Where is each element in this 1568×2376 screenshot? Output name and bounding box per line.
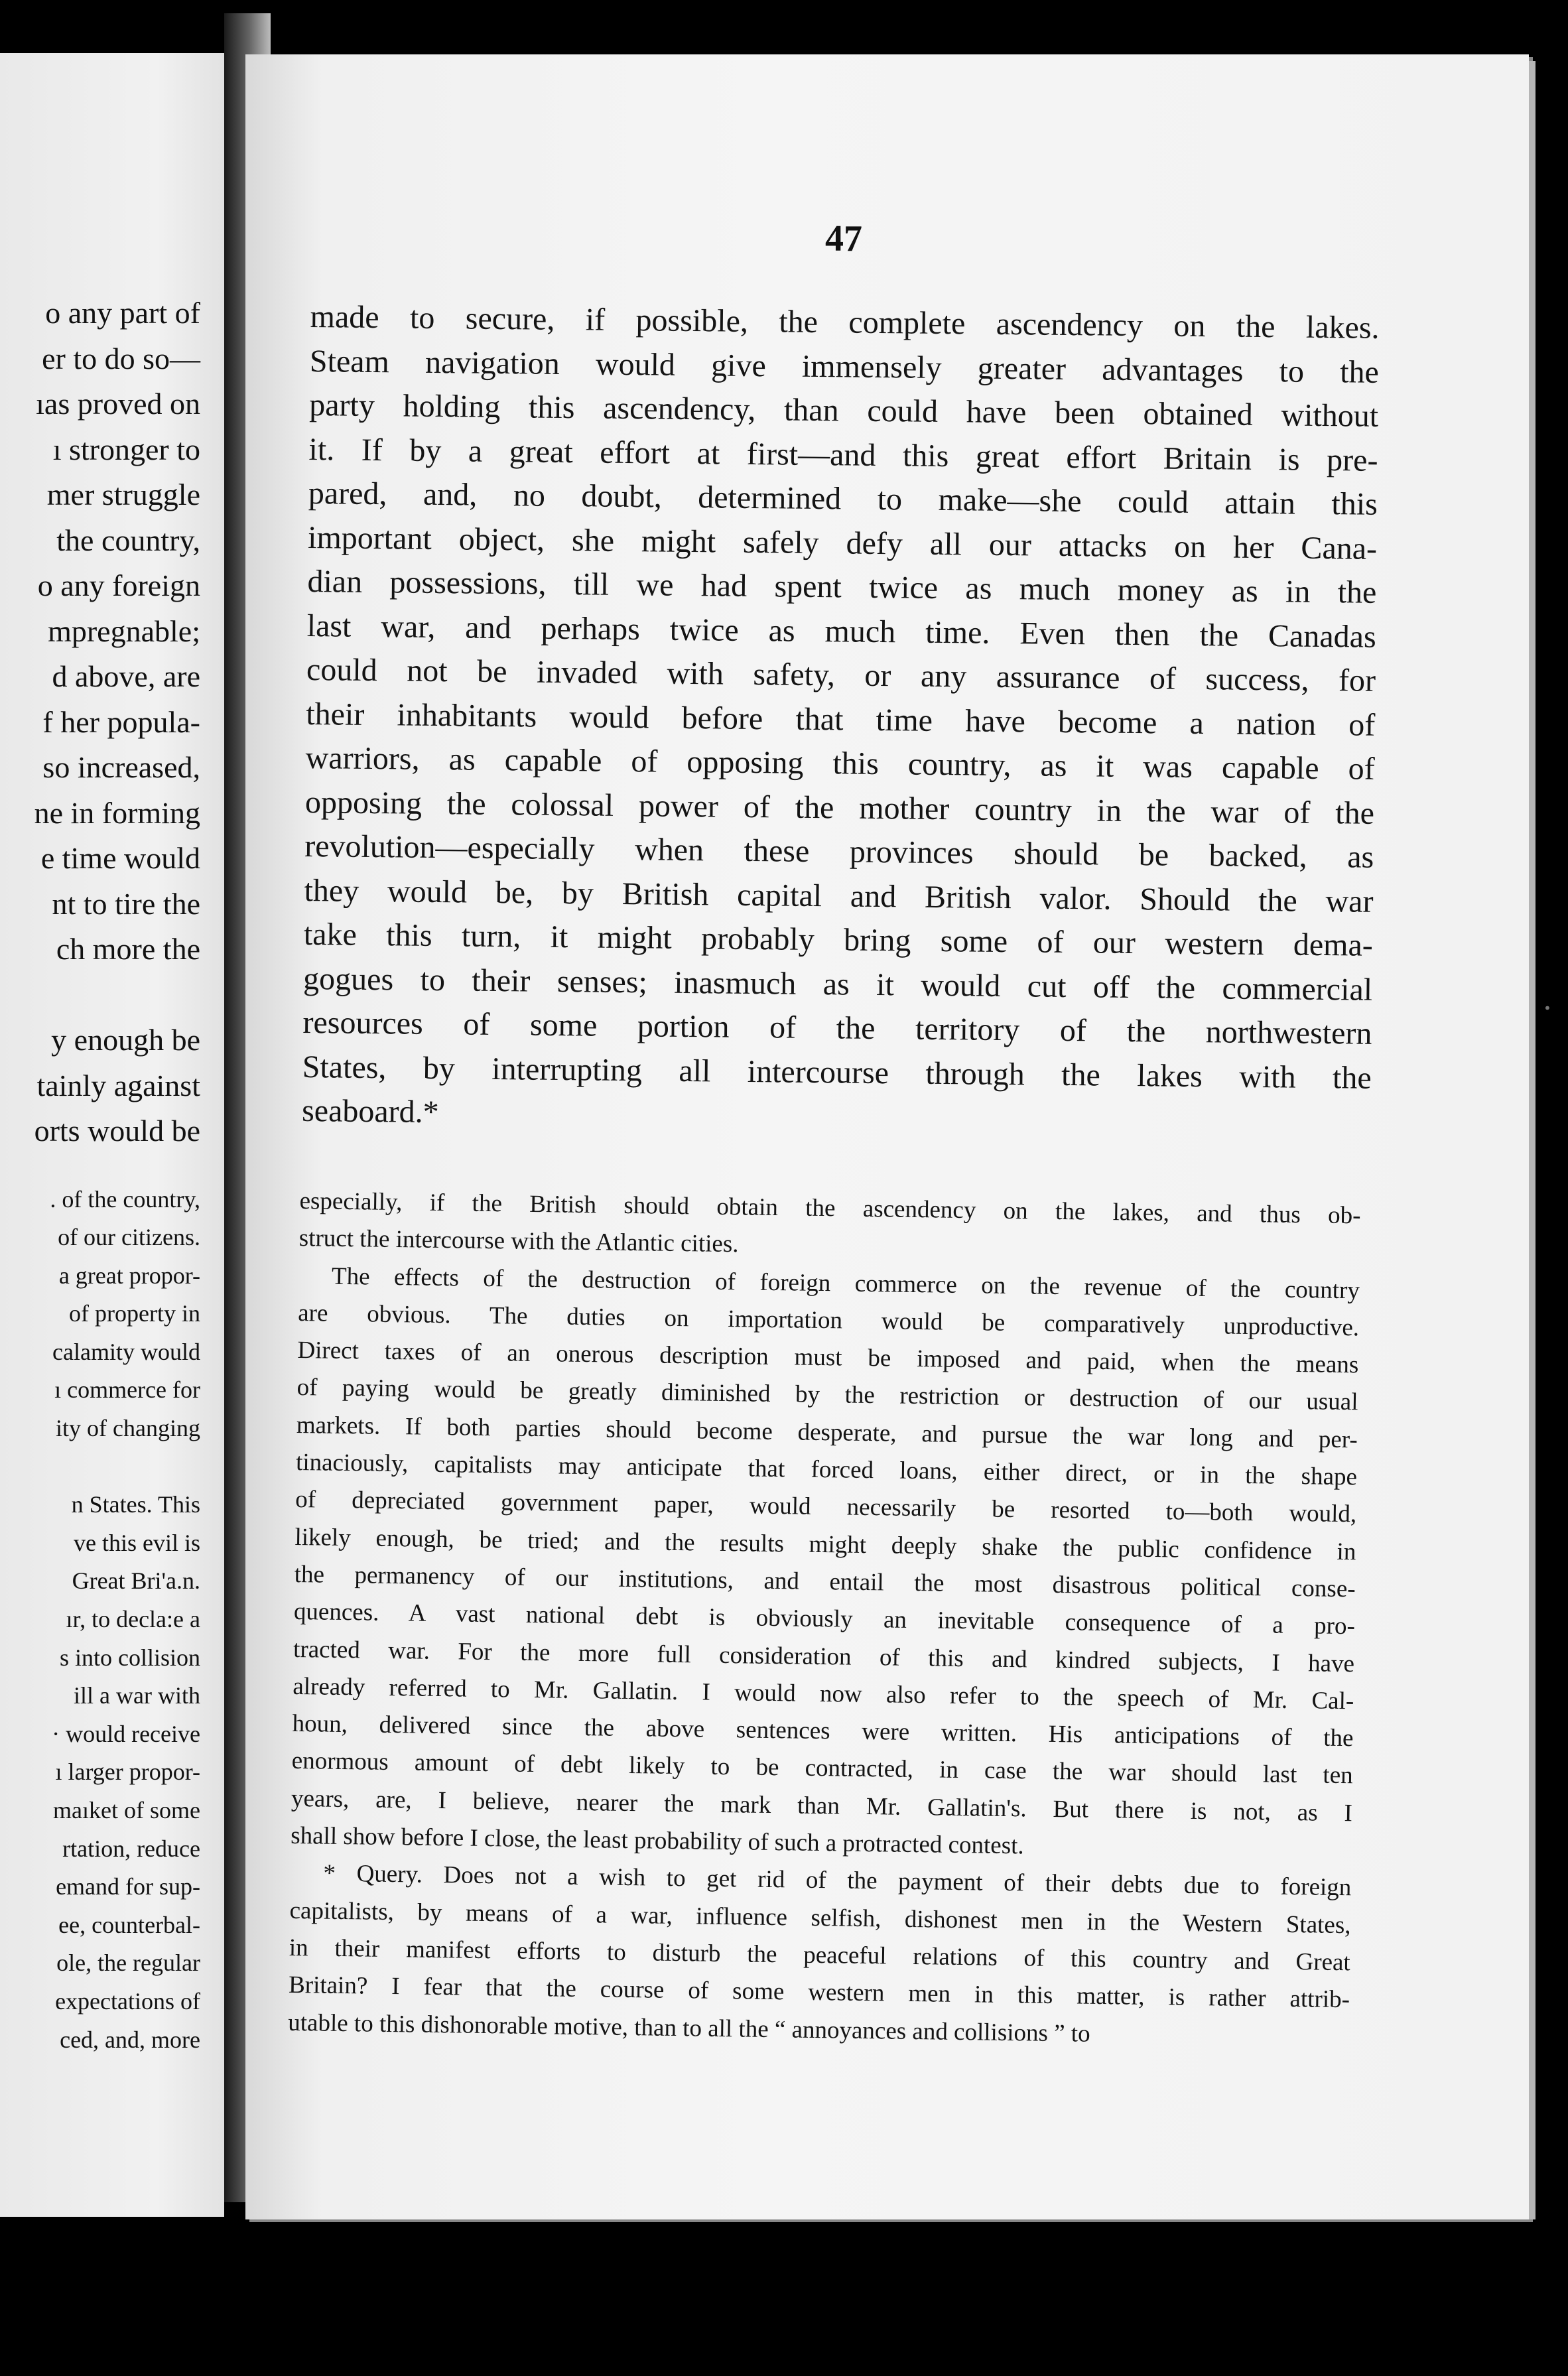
text-line: warriors, as capable of opposing this country, as it was capable of [305,740,1375,787]
left-page-note-line: of property in [69,1300,200,1327]
left-page-note-line: ced, and, more [60,2026,200,2053]
left-page-note-line: ve this evil is [74,1529,200,1556]
footnote-line: tinaciously, capitalists may anticipate that forced loans, either direct, or in the shape [295,1449,1358,1491]
text-line: States, by interrupting all intercourse through the lakes with the [302,1049,1372,1096]
footnote-line: are obvious. The duties on importation would be comparatively unproductive. [297,1299,1360,1342]
left-page [0,0,232,2376]
footnote-line: capitalists, by means of a war, influence selfish, dishonest men in the Western States, [289,1896,1351,1939]
left-page-line: ıas proved on [36,387,200,421]
left-page-note-line: ole, the regular [56,1949,200,1977]
left-page-note-line: ill a war with [74,1682,200,1709]
left-page-note-line: ı larger propor- [55,1758,200,1786]
left-page-note-line: emand for sup- [56,1873,200,1900]
footnote-line: markets. If both parties should become desperate, and pursue the war long and per- [296,1411,1358,1454]
text-line: their inhabitants would before that time have become a nation of [306,696,1376,743]
footnote-line: of depreciated government paper, would necessarily be resorted to—both would, [295,1486,1357,1528]
left-page-note-line: a great propor- [58,1262,200,1289]
left-page-note-line: ity of changing [56,1415,200,1442]
text-line: seaboard.* [301,1092,439,1130]
text-line: important object, she might safely defy all our attacks on her Cana- [307,519,1378,566]
left-page-note-line: of our citizens. [58,1224,200,1251]
left-page-note-line: ır, to decla:e a [66,1606,200,1633]
footnote-line: houn, delivered since the above sentences were written. His anticipations of the [292,1710,1354,1752]
main-body-text [302,295,1380,1144]
left-page-line: e time would [40,841,200,875]
footnote-line: likely enough, be tried; and the results might deeply shake the public confidence in [294,1523,1356,1565]
left-page-line: o any foreign [37,568,200,602]
left-page-line: so increased, [42,750,200,784]
footnotes [288,1183,1361,2056]
left-page-note-line: ee, counterbal- [58,1911,200,1938]
left-page-note-line: maıket of some [53,1797,200,1823]
left-page-note-line: ı commerce for [54,1376,200,1404]
text-line: revolution—especially when these provinces should be backed, as [304,828,1374,875]
footnote-line: years, are, I believe, nearer the mark than Mr. Gallatin's. But there is not, as I [291,1784,1353,1827]
margin-mark: • [1543,1000,1551,1016]
footnote-line: Britain? I fear that the course of some western men in this matter, is rather attrib- [288,1971,1350,2014]
text-line: take this turn, it might probably bring some of our western dema- [303,916,1374,963]
left-page-line: orts would be [34,1114,200,1148]
left-page-note-line: s into collision [59,1644,200,1671]
footnote-line: enormous amount of debt likely to be contracted, in case the war should last ten [291,1747,1353,1790]
left-page-line: the country, [56,523,200,557]
left-page-line: er to do so— [42,341,200,375]
footnote-line: shall show before I close, the least probability of such a protracted contest. [290,1821,1024,1860]
text-line: party holding this ascendency, than could have been obtained without [308,387,1379,434]
text-line: pared, and, no doubt, determined to make—she could attain this [308,475,1378,522]
left-page-note-line: calamity would [52,1338,200,1365]
footnote-line: especially, if the British should obtain the ascendency on the lakes, and thus ob- [299,1187,1361,1230]
footnote-line: struct the intercourse with the Atlantic cities. [298,1224,739,1258]
left-page-line: ı stronger to [52,432,200,466]
page-number: 47 [825,218,862,259]
left-page-note-line [34,1448,200,1486]
footnote-line: the permanency of our institutions, and entail the most disastrous political conse- [294,1560,1356,1603]
text-line: resources of some portion of the territory of the northwestern [302,1004,1372,1051]
text-line: could not be invaded with safety, or any assurance of success, for [306,651,1376,698]
footnote-line: already referred to Mr. Gallatin. I would now also refer to the speech of Mr. Cal- [293,1672,1354,1715]
footnote-line: of paying would be greatly diminished by the restriction or destruction of our usual [296,1374,1358,1416]
left-page-note-line: Great Bri'a.n. [72,1567,200,1595]
text-line: dian possessions, till we had spent twice as much money as in the [307,563,1377,610]
left-page-line: o any part of [45,296,200,330]
footnote-line: tracted war. For the more full consideration of this and kindred subjects, I have [293,1635,1355,1678]
left-page-line: nt to tire the [52,886,200,921]
left-page-line: ch more the [56,932,200,966]
left-page-paper [0,53,224,2217]
left-page-line: mer struggle [46,478,200,511]
left-page-note-line: · would receive [52,1720,200,1747]
left-page-line [34,972,200,1018]
footnote-line: The effects of the destruction of foreign commerce on the revenue of the country [331,1262,1360,1304]
text-line: it. If by a great effort at first—and this great effort Britain is pre- [308,431,1378,478]
text-line: they would be, by British capital and British valor. Should the war [304,872,1374,919]
text-line: opposing the colossal power of the mother country in the war of the [304,784,1375,831]
left-page-note-line: rtation, reduce [62,1835,200,1862]
text-line: gogues to their senses; inasmuch as it would cut off the commercial [302,960,1373,1008]
left-page-line: mpregnable; [48,614,200,648]
left-page-line: f her popula- [42,704,200,739]
footnote-line: in their manifest efforts to disturb the peaceful relations of this country and Great [289,1934,1351,1977]
footnote-line: Direct taxes of an onerous description must be imposed and paid, when the means [297,1337,1359,1379]
left-page-line: tainly against [36,1068,200,1102]
left-page-note-line: n States. This [71,1491,200,1518]
footnote-line: * Query. Does not a wish to get rid of the payment of their debts due to foreign [323,1859,1352,1902]
text-line: last war, and perhaps twice as much time. Even then the Canadas [306,608,1376,655]
text-line: made to secure, if possible, the complete ascendency on the lakes. [310,298,1380,346]
left-page-note-line: expectations of [55,1987,200,2014]
footnote-line: quences. A vast national debt is obviously an inevitable consequence of a pro- [293,1598,1356,1640]
left-page-line: ne in forming [34,795,200,830]
left-page-line: y enough be [51,1023,200,1057]
left-page-line: d above, are [52,659,200,693]
left-page-note-line: . of the country, [50,1185,200,1213]
footnote-line: utable to this dishonorable motive, than to all the “ annoyances and collisions ” to [288,2009,1090,2048]
left-page-text [34,291,200,2059]
text-line: Steam navigation would give immensely greater advantages to the [309,343,1380,390]
page-edge [1529,61,1535,2219]
